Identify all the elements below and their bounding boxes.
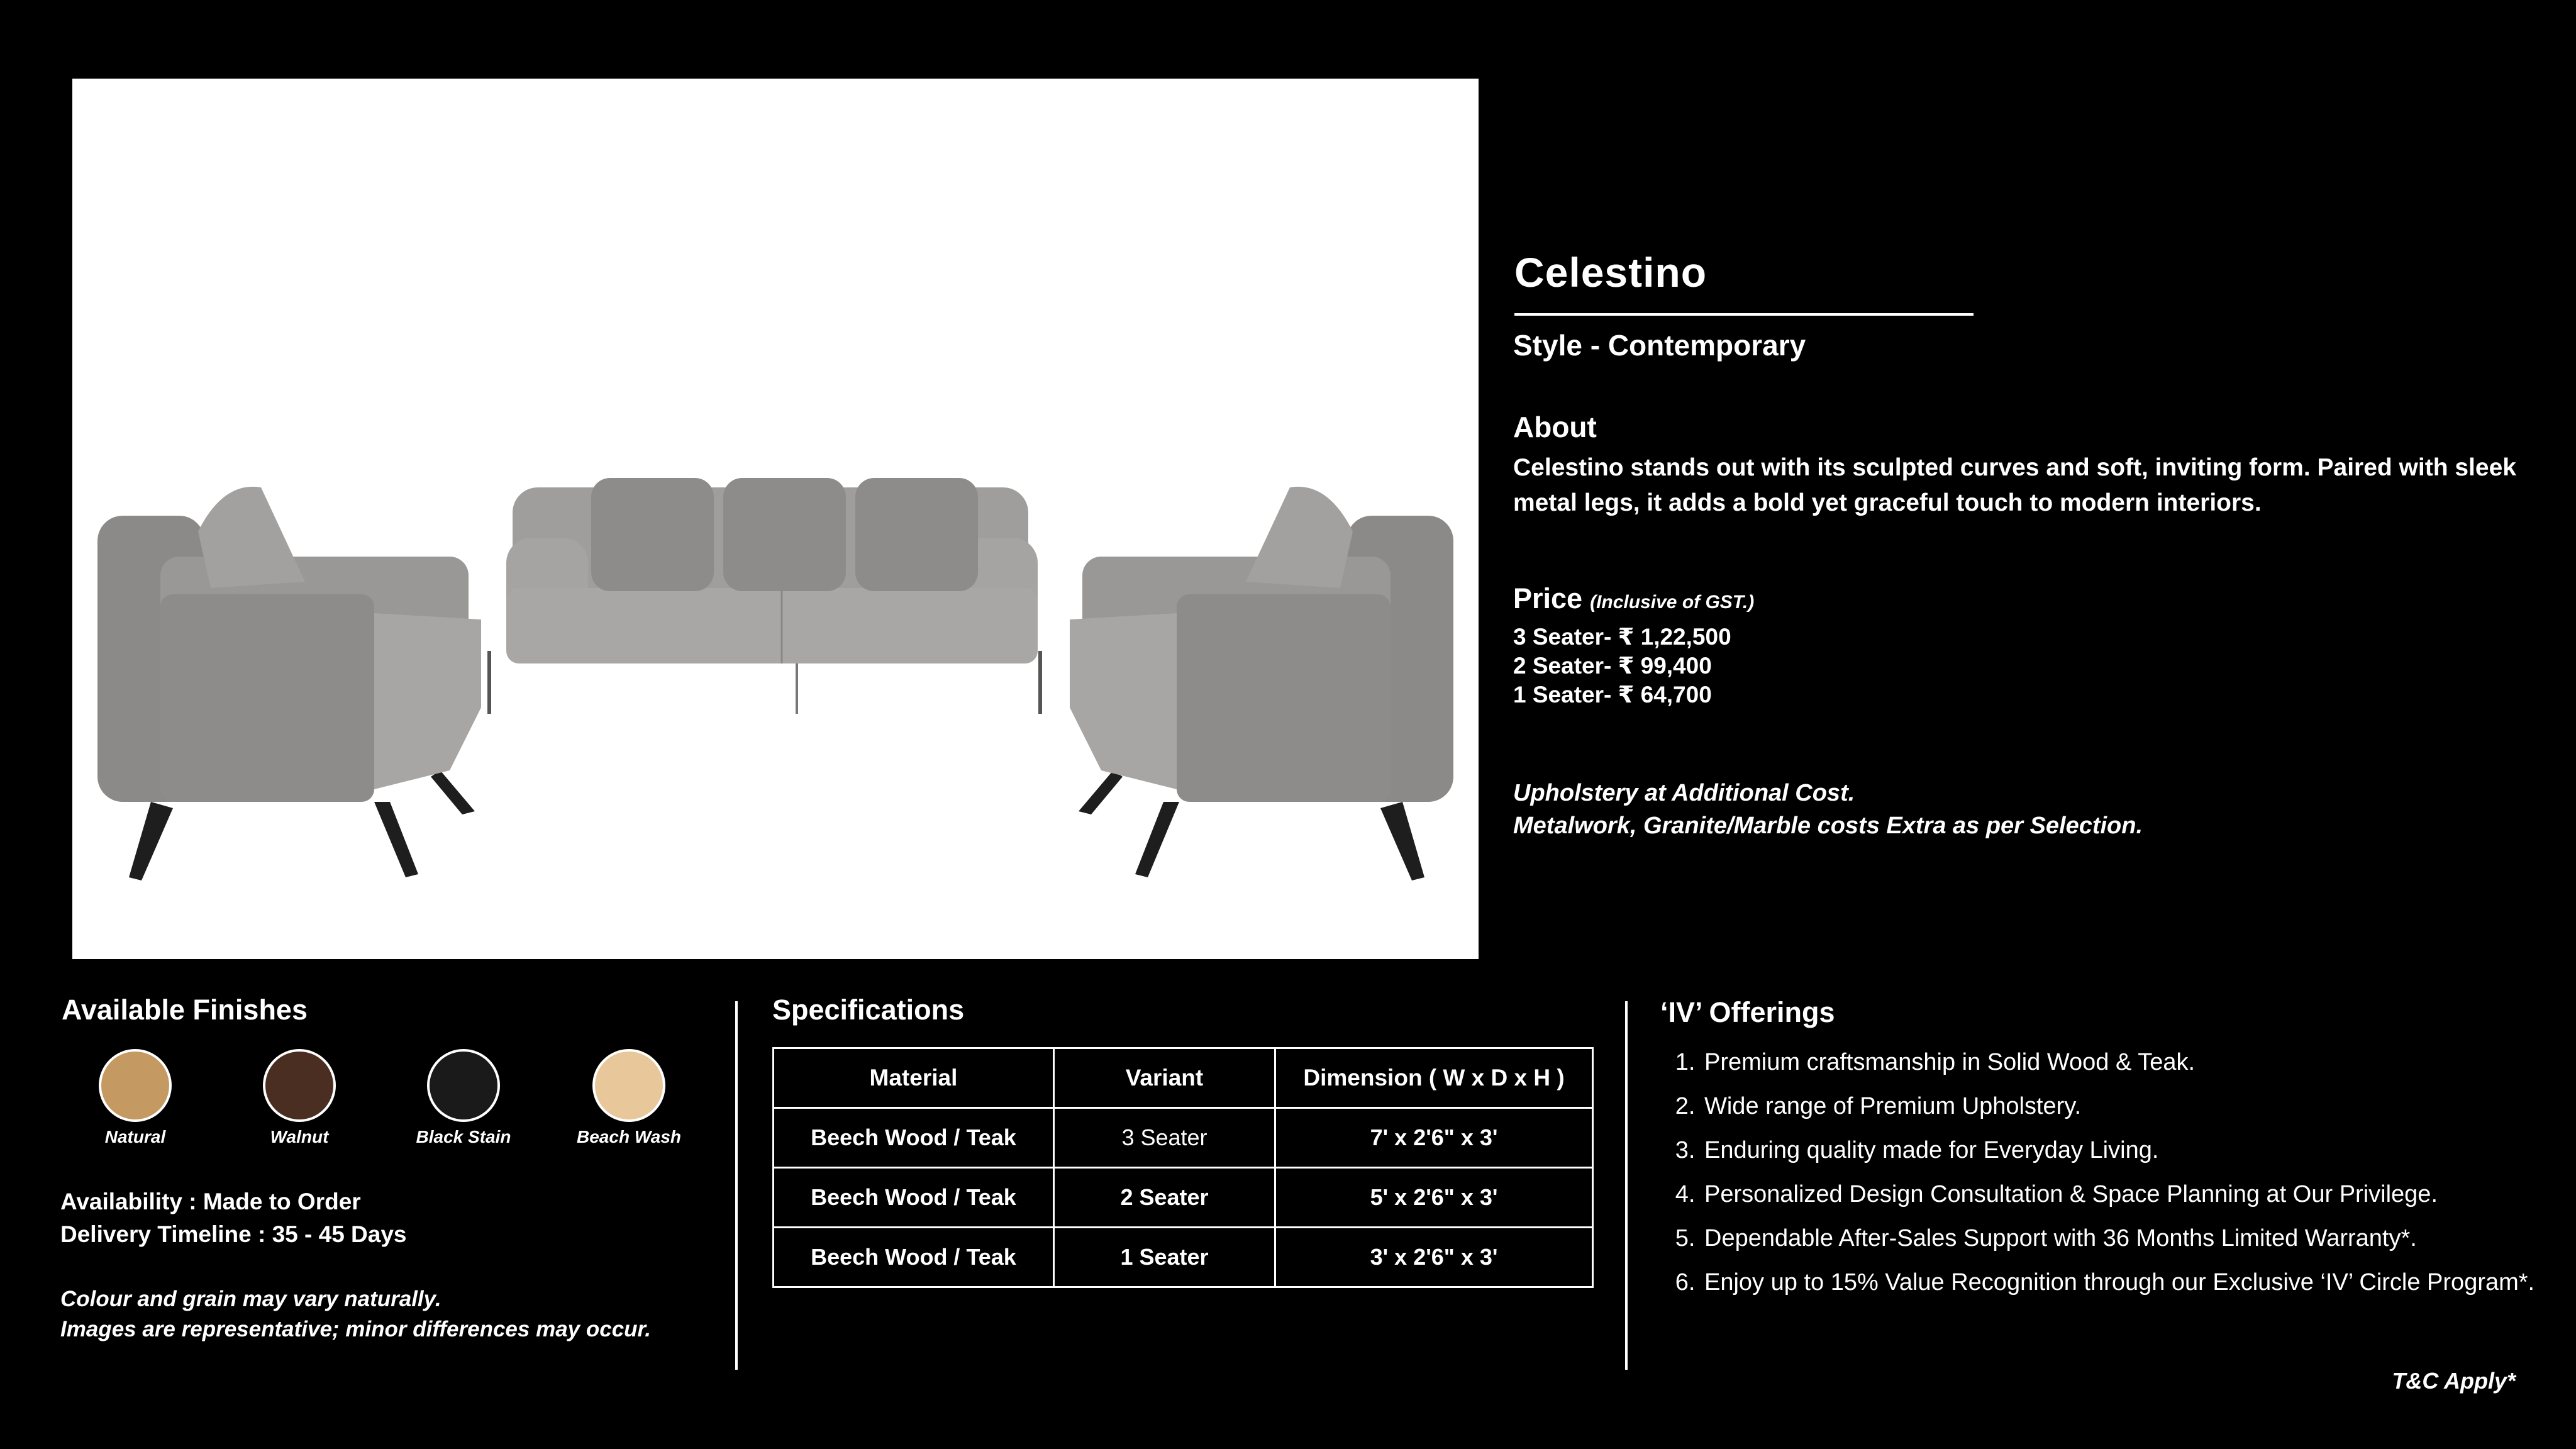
section-divider bbox=[735, 1001, 738, 1370]
table-cell: 3' x 2'6" x 3' bbox=[1275, 1228, 1593, 1287]
list-item: 4. Personalized Design Consultation & Space Planning at Our Privilege. bbox=[1702, 1172, 2557, 1216]
column-header: Dimension ( W x D x H ) bbox=[1275, 1048, 1593, 1108]
list-item: 2. Wide range of Premium Upholstery. bbox=[1702, 1084, 2557, 1128]
price-heading-label: Price bbox=[1513, 582, 1583, 614]
cost-note: Metalwork, Granite/Marble costs Extra as per Selection. bbox=[1513, 813, 2143, 839]
finish-swatch-natural[interactable] bbox=[99, 1049, 172, 1122]
table-cell: 2 Seater bbox=[1053, 1168, 1275, 1228]
table-cell: 5' x 2'6" x 3' bbox=[1275, 1168, 1593, 1228]
left-armchair bbox=[97, 487, 481, 880]
table-cell: 3 Seater bbox=[1053, 1108, 1275, 1168]
price-heading bbox=[1513, 582, 1754, 615]
finish-label: Black Stain bbox=[416, 1127, 511, 1146]
finish-label: Natural bbox=[104, 1127, 166, 1146]
cost-note: Upholstery at Additional Cost. bbox=[1513, 780, 1855, 806]
table-cell: Beech Wood / Teak bbox=[774, 1108, 1054, 1168]
list-item: 1. Premium craftsmanship in Solid Wood & Teak. bbox=[1702, 1040, 2557, 1084]
finish-swatch-walnut[interactable] bbox=[263, 1049, 336, 1122]
disclaimer bbox=[60, 1284, 651, 1345]
cost-notes bbox=[1513, 777, 2143, 842]
list-item: 6. Enjoy up to 15% Value Recognition through our Exclusive ‘IV’ Circle Program*. bbox=[1702, 1260, 2557, 1304]
price-item: 2 Seater- ₹ 99,400 bbox=[1513, 653, 1712, 679]
availability-line: Availability : Made to Order bbox=[60, 1189, 361, 1214]
finish-swatch-beach-wash[interactable] bbox=[592, 1049, 665, 1122]
right-armchair bbox=[1070, 487, 1453, 880]
title-divider bbox=[1514, 313, 1974, 316]
terms-note: T&C Apply* bbox=[2392, 1368, 2516, 1394]
finish-label: Walnut bbox=[270, 1127, 329, 1146]
finishes-heading: Available Finishes bbox=[62, 994, 308, 1026]
price-gst-note: (Inclusive of GST.) bbox=[1590, 592, 1755, 613]
list-item: 3. Enduring quality made for Everyday Living. bbox=[1702, 1128, 2557, 1172]
table-row bbox=[774, 1108, 1593, 1168]
disclaimer-line: Colour and grain may vary naturally. bbox=[60, 1287, 441, 1311]
price-list bbox=[1513, 623, 1731, 709]
about-text: Celestino stands out with its sculpted curves and soft, inviting form. Paired with sleek metal legs, it adds a bold yet graceful touch to modern interiors. bbox=[1513, 454, 2516, 516]
price-item: 3 Seater- ₹ 1,22,500 bbox=[1513, 624, 1731, 650]
table-cell: Beech Wood / Teak bbox=[774, 1168, 1054, 1228]
section-divider bbox=[1625, 1001, 1628, 1370]
sofa-set-illustration bbox=[72, 79, 1479, 959]
table-cell: 1 Seater bbox=[1053, 1228, 1275, 1287]
about-heading: About bbox=[1513, 411, 1597, 443]
delivery-timeline: Delivery Timeline : 35 - 45 Days bbox=[60, 1221, 407, 1247]
disclaimer-line: Images are representative; minor differences may occur. bbox=[60, 1317, 651, 1341]
table-cell: Beech Wood / Teak bbox=[774, 1228, 1054, 1287]
product-style: Style - Contemporary bbox=[1513, 329, 1806, 362]
offerings-list bbox=[1667, 1040, 2557, 1304]
column-header: Variant bbox=[1053, 1048, 1275, 1108]
finish-swatch-black-stain[interactable] bbox=[427, 1049, 500, 1122]
column-header: Material bbox=[774, 1048, 1054, 1108]
table-cell: 7' x 2'6" x 3' bbox=[1275, 1108, 1593, 1168]
list-item: 5. Dependable After-Sales Support with 36 Months Limited Warranty*. bbox=[1702, 1216, 2557, 1260]
product-image bbox=[72, 79, 1479, 959]
table-row bbox=[774, 1228, 1593, 1287]
availability-info bbox=[60, 1185, 407, 1251]
table-header-row bbox=[774, 1048, 1593, 1108]
price-item: 1 Seater- ₹ 64,700 bbox=[1513, 682, 1712, 708]
specifications-heading: Specifications bbox=[772, 994, 965, 1026]
three-seater-sofa bbox=[487, 478, 1042, 714]
specifications-table bbox=[772, 1047, 1594, 1288]
product-title: Celestino bbox=[1514, 249, 1707, 296]
table-row bbox=[774, 1168, 1593, 1228]
offerings-heading: ‘IV’ Offerings bbox=[1660, 996, 1835, 1028]
finish-label: Beach Wash bbox=[577, 1127, 681, 1146]
